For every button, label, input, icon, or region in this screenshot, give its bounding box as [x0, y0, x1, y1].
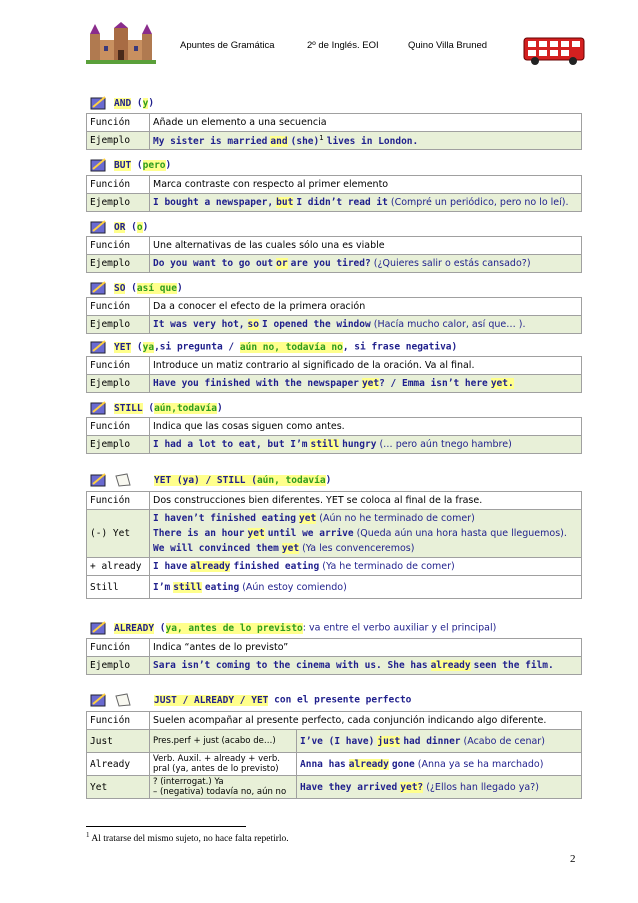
pencil-note-icon — [90, 473, 108, 487]
table-yet: Función Introduce un matiz contrario al significado de la oración. Va al final. Ejemplo Have you finished with the newspaper yet? / Emma isn’t here yet. — [86, 356, 582, 393]
paper-note-icon — [114, 473, 132, 487]
header-author: Quino Villa Bruned — [408, 40, 488, 51]
header-title: Apuntes de Gramática — [180, 40, 275, 51]
table-still: Función Indica que las cosas siguen como antes. Ejemplo I had a lot to eat, but I’m still hungry (… pero aún tnego hambre) — [86, 417, 582, 454]
footnote-rule — [86, 826, 246, 827]
page-number: 2 — [570, 853, 576, 865]
pencil-note-icon — [90, 340, 108, 354]
section-title-or: OR (o) — [90, 220, 148, 238]
section-title-and: AND (y) — [90, 96, 154, 114]
table-already: Función Indica “antes de lo previsto” Ejemplo Sara isn’t coming to the cinema with us. She has already seen the film. — [86, 638, 582, 675]
table-and: Función Añade un elemento a una secuencia Ejemplo My sister is married and (she)$^1$ lives in London. — [86, 113, 582, 150]
section-title-yet-still: YET (ya) / STILL (aún, todavía) — [90, 473, 331, 491]
pencil-note-icon — [90, 281, 108, 295]
section-title-still: STILL (aún,todavía) — [90, 401, 223, 419]
castle-illustration — [86, 22, 156, 64]
pencil-note-icon — [90, 220, 108, 234]
footnote: $^1$ Al tratarse del mismo sujeto, no hace falta repetirlo. — [86, 831, 289, 845]
bus-illustration — [523, 36, 585, 66]
pencil-note-icon — [90, 693, 108, 707]
section-title-just-already-yet: JUST / ALREADY / YET con el presente perfecto — [90, 693, 411, 711]
table-or: Función Une alternativas de las cuales sólo una es viable Ejemplo Do you want to go out or are you tired? (¿Quieres salir o estás cansado?) — [86, 236, 582, 273]
table-so: Función Da a conocer el efecto de la primera oración Ejemplo It was very hot, so I opened the window (Hacía mucho calor, así que… ). — [86, 297, 582, 334]
section-title-already: ALREADY (ya, antes de lo previsto: va entre el verbo auxiliar y el principal) — [90, 621, 496, 639]
table-yet-still: Función Dos construcciones bien diferentes. YET se coloca al final de la frase. (-) Yet I haven’t finished eating yet (Aún no he terminado de comer) There is an hour yet until we arrive (Queda aún una hora hasta que lleguemos). We will convinced them yet (Ya les convenceremos) + already I have already finished eating (Ya he terminado de comer) Still I’m still eating (Aún estoy comiendo) — [86, 491, 582, 599]
table-but: Función Marca contraste con respecto al primer elemento Ejemplo I bought a newspaper, but I didn’t read it (Compré un periódico, pero no lo leí). — [86, 175, 582, 212]
header-course: 2º de Inglés. EOI — [307, 40, 379, 51]
section-title-yet: YET (ya,si pregunta / aún no, todavía no, si frase negativa) — [90, 340, 457, 358]
section-title-but: BUT (pero) — [90, 158, 171, 176]
paper-note-icon — [114, 693, 132, 707]
pencil-note-icon — [90, 621, 108, 635]
pencil-note-icon — [90, 96, 108, 110]
table-just-already-yet: Función Suelen acompañar al presente perfecto, cada conjunción indicando algo diferente. Just Pres.perf + just (acabo de…) I’ve (I have) just had dinner (Acabo de cenar) Already Verb. Auxil. + already + verb. pral (ya, antes de lo previsto) Anna has already gone (Anna ya se ha marchado) Yet ? (interrogat.) Ya – (negativa) todavía no, aún no Have they arrived yet? (¿Ellos han llegado ya?) — [86, 711, 582, 799]
pencil-note-icon — [90, 158, 108, 172]
section-title-so: SO (así que) — [90, 281, 183, 299]
pencil-note-icon — [90, 401, 108, 415]
